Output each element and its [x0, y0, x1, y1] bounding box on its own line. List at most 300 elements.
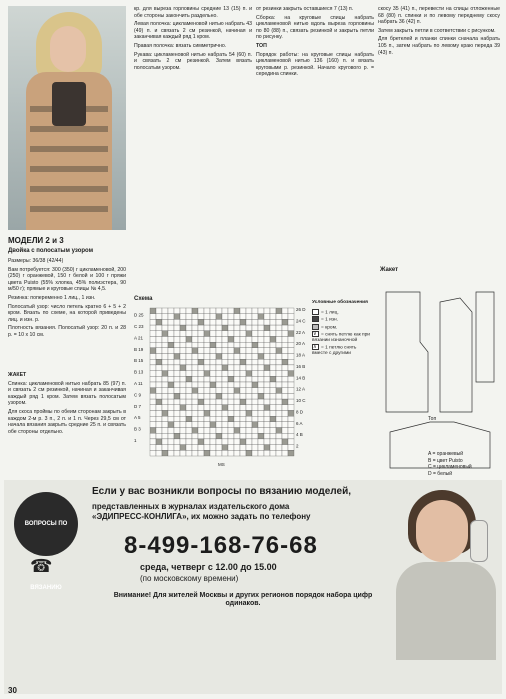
chart-cell	[168, 308, 174, 314]
chart-cell	[282, 405, 288, 411]
chart-cell	[276, 336, 282, 342]
chart-cell	[252, 354, 258, 360]
chart-cell	[216, 348, 222, 354]
chart-cell	[192, 314, 198, 320]
chart-cell	[186, 410, 192, 416]
chart-cell	[246, 331, 252, 337]
chart-cell	[216, 331, 222, 337]
chart-cell	[180, 422, 186, 428]
chart-cell	[264, 433, 270, 439]
chart-cell	[174, 405, 180, 411]
chart-cell	[282, 314, 288, 320]
legend-title: Условные обозначения	[312, 300, 368, 305]
chart-cell	[174, 416, 180, 422]
chart-cell	[180, 450, 186, 456]
chart-cell	[192, 331, 198, 337]
chart-cell	[210, 371, 216, 377]
color-key	[428, 451, 472, 477]
chart-cell	[240, 348, 246, 354]
chart-cell	[288, 325, 294, 331]
chart-cell	[198, 376, 204, 382]
chart-cell	[246, 308, 252, 314]
chart-cell	[270, 354, 276, 360]
chart-cell	[228, 314, 234, 320]
chart-cell	[234, 439, 240, 445]
chart-cell	[210, 382, 216, 388]
chart-cell	[282, 365, 288, 371]
chart-cell	[150, 359, 156, 365]
chart-cell	[276, 399, 282, 405]
chart-cell	[252, 342, 258, 348]
chart-cell	[210, 359, 216, 365]
chart-cell	[162, 445, 168, 451]
chart-cell	[198, 348, 204, 354]
chart-cell	[162, 376, 168, 382]
chart-cell	[276, 410, 282, 416]
chart-cell	[282, 342, 288, 348]
chart-cell	[234, 371, 240, 377]
chart-cell	[270, 393, 276, 399]
chart-cell	[240, 416, 246, 422]
chart-cell	[198, 331, 204, 337]
color-key-item: B = цвет Puisto	[428, 457, 463, 464]
model-photo	[8, 6, 126, 230]
chart-cell	[156, 410, 162, 416]
chart-cell	[150, 433, 156, 439]
chart-cell	[288, 342, 294, 348]
chart-cell	[216, 354, 222, 360]
chart-cell	[228, 319, 234, 325]
chart-cell	[282, 450, 288, 456]
chart-cell	[198, 319, 204, 325]
chart-cell	[156, 354, 162, 360]
chart-cell	[156, 319, 162, 325]
chart-cell	[288, 422, 294, 428]
chart-cell	[198, 399, 204, 405]
chart-cell	[240, 410, 246, 416]
jacket-paragraph: Спинка: цикламеновой нитью набрать 85 (97) п. и связать 2 см резинкой, начиная и заканчивая каждый ряд 1 кром. Затем вязать полосатым узором.	[8, 380, 126, 407]
chart-cell	[198, 439, 204, 445]
chart-cell	[186, 325, 192, 331]
chart-cell	[222, 371, 228, 377]
chart-row-label: D 7	[134, 403, 142, 409]
chart-cell	[150, 325, 156, 331]
chart-cell	[270, 348, 276, 354]
legend-item: = кром.	[312, 324, 370, 331]
chart-cell	[156, 336, 162, 342]
color-key-item: C = цикламеновый	[428, 464, 472, 471]
chart-cell	[252, 325, 258, 331]
chart-cell	[246, 365, 252, 371]
chart-cell	[186, 393, 192, 399]
chart-cell	[198, 422, 204, 428]
chart-cell	[162, 308, 168, 314]
chart-cell	[276, 376, 282, 382]
chart-cell	[156, 422, 162, 428]
chart-cell	[174, 325, 180, 331]
chart-cell	[156, 439, 162, 445]
chart-cell	[252, 348, 258, 354]
chart-cell	[180, 365, 186, 371]
chart-cell	[264, 399, 270, 405]
chart-cell	[288, 405, 294, 411]
chart-cell	[204, 376, 210, 382]
chart-cell	[240, 422, 246, 428]
chart-cell	[174, 376, 180, 382]
right-column	[256, 6, 374, 290]
chart-cell	[288, 376, 294, 382]
chart-cell	[282, 422, 288, 428]
chart-cell	[288, 399, 294, 405]
chart-cell	[150, 382, 156, 388]
chart-cell	[180, 382, 186, 388]
chart-cell	[150, 376, 156, 382]
chart-cell	[252, 422, 258, 428]
chart-cell	[240, 308, 246, 314]
chart-cell	[276, 428, 282, 434]
chart-cell	[240, 325, 246, 331]
chart-cell	[258, 371, 264, 377]
chart-cell	[204, 308, 210, 314]
chart-cell	[246, 399, 252, 405]
chart-cell	[222, 410, 228, 416]
chart-cell	[246, 405, 252, 411]
chart-cell	[156, 359, 162, 365]
chart-cell	[258, 410, 264, 416]
chart-cell	[240, 342, 246, 348]
chart-cell	[150, 450, 156, 456]
chart-cell	[228, 388, 234, 394]
chart-cell	[276, 393, 282, 399]
chart-cell	[240, 354, 246, 360]
chart-cell	[198, 314, 204, 320]
chart-cell	[288, 388, 294, 394]
chart-cell	[234, 399, 240, 405]
chart-cell	[258, 342, 264, 348]
chart-cell	[264, 359, 270, 365]
chart-cell	[162, 399, 168, 405]
chart-cell	[276, 365, 282, 371]
chart-cell	[162, 428, 168, 434]
chart-cell	[240, 382, 246, 388]
chart-cell	[246, 445, 252, 451]
chart-cell	[162, 393, 168, 399]
chart-cell	[180, 405, 186, 411]
chart-cell	[210, 416, 216, 422]
chart-row-label: 8 D	[296, 409, 304, 415]
chart-cell	[258, 354, 264, 360]
chart-cell	[240, 336, 246, 342]
chart-cell	[252, 405, 258, 411]
chart-cell	[198, 342, 204, 348]
chart-cell	[228, 371, 234, 377]
chart-cell	[198, 382, 204, 388]
chart-cell	[168, 416, 174, 422]
chart-cell	[246, 359, 252, 365]
chart-cell	[258, 405, 264, 411]
chart-cell	[186, 308, 192, 314]
chart-cell	[228, 348, 234, 354]
chart-cell	[168, 359, 174, 365]
chart-cell	[222, 399, 228, 405]
chart-cell	[192, 365, 198, 371]
chart-cell	[168, 336, 174, 342]
questions-badge	[14, 492, 78, 591]
chart-cell	[162, 422, 168, 428]
chart-cell	[204, 342, 210, 348]
color-key-item: A = оранжевый	[428, 451, 464, 457]
chart-row-label: A 5	[134, 415, 141, 421]
chart-cell	[228, 365, 234, 371]
chart-cell	[270, 388, 276, 394]
chart-cell	[210, 342, 216, 348]
chart-cell	[276, 331, 282, 337]
chart-cell	[186, 354, 192, 360]
chart-cell	[264, 348, 270, 354]
chart-row-label: 12 A	[296, 386, 306, 392]
chart-cell	[234, 325, 240, 331]
chart-cell	[270, 376, 276, 382]
chart-cell	[222, 450, 228, 456]
chart-cell	[216, 388, 222, 394]
chart-cell	[246, 382, 252, 388]
chart-cell	[222, 405, 228, 411]
chart-cell	[150, 314, 156, 320]
chart-cell	[270, 331, 276, 337]
chart-cell	[180, 445, 186, 451]
chart-cell	[276, 359, 282, 365]
chart-cell	[198, 405, 204, 411]
chart-cell	[204, 416, 210, 422]
chart-cell	[174, 433, 180, 439]
chart-cell	[228, 410, 234, 416]
chart-cell	[264, 314, 270, 320]
chart-cell	[258, 399, 264, 405]
chart-cell	[192, 450, 198, 456]
chart-cell	[168, 445, 174, 451]
chart-cell	[222, 422, 228, 428]
chart-cell	[246, 422, 252, 428]
chart-cell	[264, 365, 270, 371]
color-key-item: D = белый	[428, 470, 453, 477]
chart-cell	[264, 405, 270, 411]
chart-cell	[186, 399, 192, 405]
chart-cell	[288, 308, 294, 314]
chart-repeat-label: MS	[218, 462, 225, 467]
chart-cell	[276, 354, 282, 360]
chart-cell	[150, 308, 156, 314]
chart-cell	[204, 365, 210, 371]
chart-cell	[234, 422, 240, 428]
chart-cell	[174, 342, 180, 348]
chart-cell	[216, 342, 222, 348]
far-right-paragraph: Затем закрыть петли в соответствии с рисунком.	[378, 27, 496, 34]
far-right-paragraph: Для бретелей и планки спинки сначала набрать 105 п., затем набрать по левому краю переда 39 (43) п.	[378, 36, 500, 56]
chart-cell	[288, 410, 294, 416]
chart-cell	[252, 371, 258, 377]
chart-cell	[228, 331, 234, 337]
chart-cell	[228, 308, 234, 314]
chart-cell	[246, 371, 252, 377]
chart-row-label: 10 C	[296, 398, 306, 404]
chart-cell	[162, 416, 168, 422]
chart-cell	[258, 376, 264, 382]
chart-cell	[162, 382, 168, 388]
chart-cell	[228, 428, 234, 434]
chart-cell	[204, 428, 210, 434]
chart-cell	[174, 354, 180, 360]
chart-cell	[228, 416, 234, 422]
chart-cell	[192, 319, 198, 325]
chart-cell	[204, 319, 210, 325]
chart-cell	[288, 439, 294, 445]
chart-cell	[204, 393, 210, 399]
chart-cell	[210, 388, 216, 394]
chart-cell	[192, 433, 198, 439]
legend-item: ∧ = 1 петлю снять вместе с другими	[312, 345, 357, 357]
chart-cell	[222, 325, 228, 331]
chart-cell	[246, 450, 252, 456]
chart-cell	[270, 308, 276, 314]
chart-cell	[198, 416, 204, 422]
chart-cell	[234, 433, 240, 439]
chart-cell	[240, 445, 246, 451]
chart-cell	[210, 376, 216, 382]
chart-cell	[204, 450, 210, 456]
chart-cell	[192, 308, 198, 314]
chart-cell	[252, 365, 258, 371]
chart-cell	[210, 348, 216, 354]
chart-cell	[192, 376, 198, 382]
chart-cell	[168, 393, 174, 399]
chart-cell	[240, 388, 246, 394]
chart-cell	[204, 405, 210, 411]
banner-headline: Если у вас возникли вопросы по вязанию моделей,	[92, 486, 351, 497]
chart-cell	[186, 405, 192, 411]
chart-cell	[174, 439, 180, 445]
chart-cell	[282, 428, 288, 434]
chart-cell	[192, 342, 198, 348]
chart-cell	[168, 399, 174, 405]
chart-cell	[162, 331, 168, 337]
chart-cell	[192, 416, 198, 422]
chart-cell	[156, 450, 162, 456]
chart-cell	[240, 393, 246, 399]
chart-cell	[174, 422, 180, 428]
chart-cell	[270, 371, 276, 377]
chart-cell	[162, 359, 168, 365]
chart-cell	[282, 359, 288, 365]
chart-cell	[270, 314, 276, 320]
chart-cell	[204, 439, 210, 445]
far-right-column	[378, 6, 500, 262]
chart-cell	[288, 319, 294, 325]
chart-cell	[216, 445, 222, 451]
chart-cell	[252, 433, 258, 439]
chart-cell	[204, 410, 210, 416]
chart-cell	[282, 336, 288, 342]
chart-cell	[186, 450, 192, 456]
help-phone-number[interactable]: 8-499-168-76-68	[124, 532, 318, 559]
chart-cell	[174, 371, 180, 377]
chart-cell	[174, 331, 180, 337]
chart-cell	[252, 399, 258, 405]
chart-cell	[282, 388, 288, 394]
chart-cell	[282, 319, 288, 325]
chart-cell	[186, 433, 192, 439]
chart-cell	[174, 359, 180, 365]
chart-cell	[174, 450, 180, 456]
chart-cell	[228, 439, 234, 445]
chart-cell	[186, 428, 192, 434]
middle-paragraph: Рукава: цикламеновой нитью набрать 54 (60) п. и связать 2 см резинкой. Затем вязать полосатым узором.	[134, 51, 252, 71]
chart-cell	[210, 319, 216, 325]
chart-cell	[204, 371, 210, 377]
chart-cell	[186, 365, 192, 371]
chart-cell	[234, 359, 240, 365]
chart-cell	[252, 331, 258, 337]
chart-cell	[150, 371, 156, 377]
chart-cell	[276, 445, 282, 451]
chart-cell	[288, 433, 294, 439]
chart-cell	[270, 416, 276, 422]
chart-cell	[282, 433, 288, 439]
chart-cell	[222, 428, 228, 434]
chart-cell	[264, 382, 270, 388]
chart-cell	[216, 371, 222, 377]
chart-cell	[168, 422, 174, 428]
chart-cell	[234, 382, 240, 388]
chart-cell	[258, 393, 264, 399]
chart-cell	[210, 433, 216, 439]
chart-cell	[264, 439, 270, 445]
chart-cell	[168, 331, 174, 337]
chart-cell	[192, 445, 198, 451]
chart-cell	[258, 388, 264, 394]
chart-cell	[198, 354, 204, 360]
chart-label: Схема	[134, 296, 153, 302]
chart-cell	[186, 388, 192, 394]
chart-cell	[228, 433, 234, 439]
chart-cell	[198, 371, 204, 377]
chart-cell	[222, 416, 228, 422]
chart-cell	[162, 319, 168, 325]
chart-cell	[252, 439, 258, 445]
chart-cell	[150, 445, 156, 451]
chart-cell	[222, 319, 228, 325]
telephone-icon: ☎	[30, 556, 53, 576]
chart-cell	[180, 399, 186, 405]
chart-cell	[276, 405, 282, 411]
chart-cell	[222, 314, 228, 320]
chart-cell	[276, 450, 282, 456]
intro-paragraph: Резинка: попеременно 1 лиц., 1 изн.	[8, 294, 96, 301]
chart-cell	[180, 428, 186, 434]
chart-cell	[204, 382, 210, 388]
chart-cell	[168, 319, 174, 325]
chart-cell	[264, 416, 270, 422]
chart-cell	[276, 416, 282, 422]
chart-cell	[234, 428, 240, 434]
chart-cell	[264, 336, 270, 342]
chart-cell	[150, 342, 156, 348]
right-heading: ТОП	[256, 42, 267, 49]
chart-cell	[216, 382, 222, 388]
chart-cell	[258, 450, 264, 456]
chart-row-label: B 15	[134, 358, 144, 364]
chart-cell	[198, 325, 204, 331]
chart-cell	[168, 405, 174, 411]
